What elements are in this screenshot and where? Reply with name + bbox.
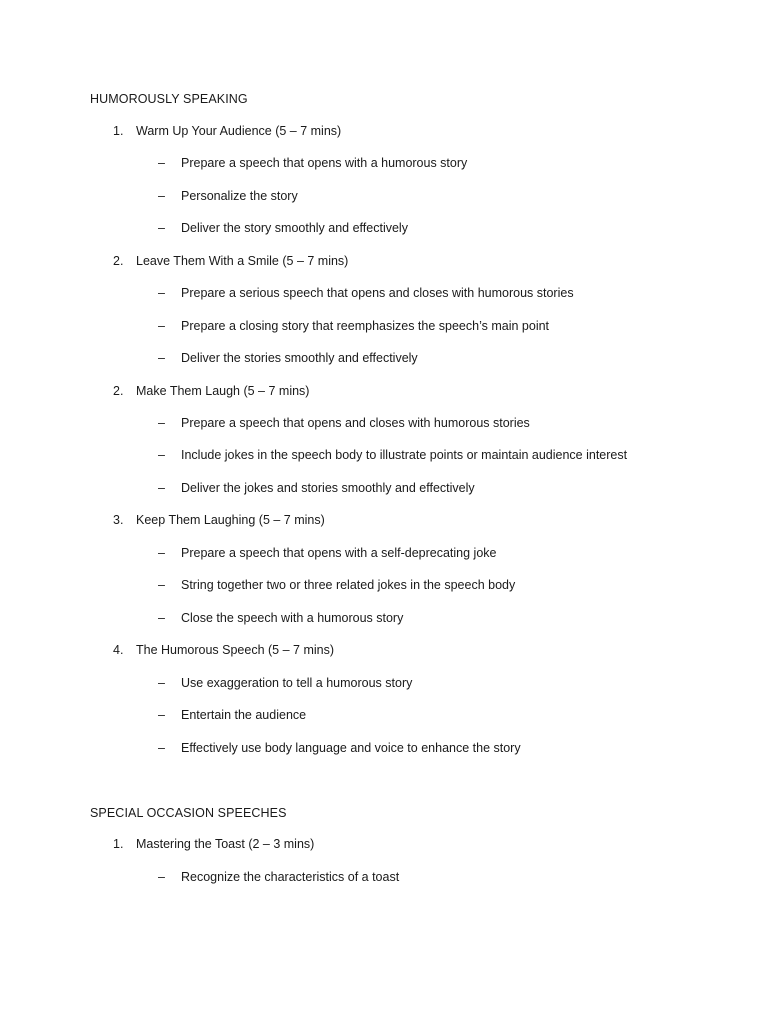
item-title: Warm Up Your Audience (5 – 7 mins) <box>136 124 342 138</box>
sub-point-text: Prepare a closing story that reemphasizes the speech’s main point <box>181 319 550 333</box>
sub-point-text: Prepare a serious speech that opens and closes with humorous stories <box>181 286 574 300</box>
sub-point-text: Prepare a speech that opens with a humorous story <box>181 156 468 170</box>
dash-bullet-icon: – <box>158 416 165 430</box>
dash-bullet-icon: – <box>158 708 165 722</box>
dash-bullet-icon: – <box>158 351 165 365</box>
sub-point-text: Prepare a speech that opens with a self-deprecating joke <box>181 546 497 560</box>
dash-bullet-icon: – <box>158 578 165 592</box>
sub-point-text: Deliver the story smoothly and effectively <box>181 221 408 235</box>
sub-point-text: Close the speech with a humorous story <box>181 611 404 625</box>
dash-bullet-icon: – <box>158 319 165 333</box>
section-heading: SPECIAL OCCASION SPEECHES <box>90 806 287 820</box>
dash-bullet-icon: – <box>158 221 165 235</box>
section-heading: HUMOROUSLY SPEAKING <box>90 92 248 106</box>
sub-point-text: Recognize the characteristics of a toast <box>181 870 400 884</box>
dash-bullet-icon: – <box>158 870 165 884</box>
item-title: Make Them Laugh (5 – 7 mins) <box>136 384 310 398</box>
dash-bullet-icon: – <box>158 741 165 755</box>
dash-bullet-icon: – <box>158 676 165 690</box>
dash-bullet-icon: – <box>158 448 165 462</box>
dash-bullet-icon: – <box>158 286 165 300</box>
item-title: Keep Them Laughing (5 – 7 mins) <box>136 513 325 527</box>
item-number: 4. <box>113 643 124 657</box>
item-title: The Humorous Speech (5 – 7 mins) <box>136 643 335 657</box>
dash-bullet-icon: – <box>158 611 165 625</box>
sub-point-text: Entertain the audience <box>181 708 307 722</box>
sub-point-text: Include jokes in the speech body to illustrate points or maintain audience interest <box>181 448 628 462</box>
sub-point-text: Prepare a speech that opens and closes with humorous stories <box>181 416 530 430</box>
sub-point-text: String together two or three related jokes in the speech body <box>181 578 516 592</box>
sub-point-text: Personalize the story <box>181 189 298 203</box>
dash-bullet-icon: – <box>158 546 165 560</box>
item-number: 2. <box>113 384 124 398</box>
dash-bullet-icon: – <box>158 189 165 203</box>
sub-point-text: Use exaggeration to tell a humorous story <box>181 676 413 690</box>
dash-bullet-icon: – <box>158 481 165 495</box>
item-number: 1. <box>113 837 124 851</box>
sub-point-text: Deliver the jokes and stories smoothly and effectively <box>181 481 475 495</box>
dash-bullet-icon: – <box>158 156 165 170</box>
sub-point-text: Deliver the stories smoothly and effectively <box>181 351 418 365</box>
item-title: Leave Them With a Smile (5 – 7 mins) <box>136 254 349 268</box>
sub-point-text: Effectively use body language and voice to enhance the story <box>181 741 521 755</box>
item-number: 3. <box>113 513 124 527</box>
item-number: 1. <box>113 124 124 138</box>
item-title: Mastering the Toast (2 – 3 mins) <box>136 837 315 851</box>
item-number: 2. <box>113 254 124 268</box>
